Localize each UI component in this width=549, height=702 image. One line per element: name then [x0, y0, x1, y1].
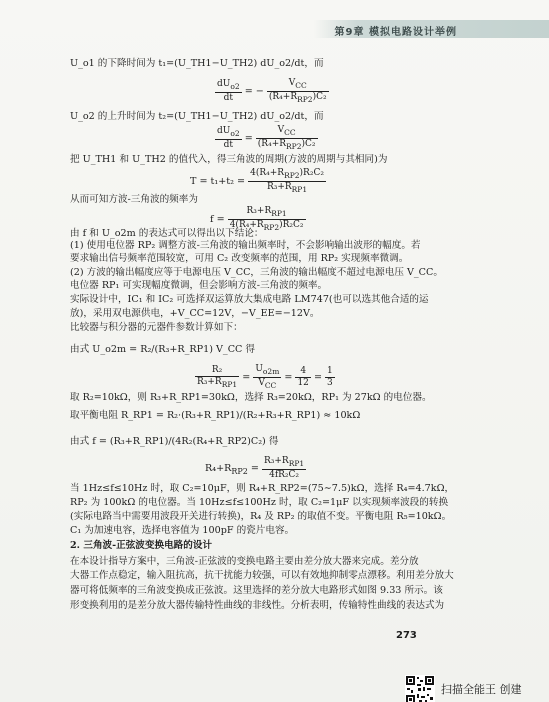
text-line: RP₂ 为 100kΩ 的电位器。当 10Hz≤f≤100Hz 时，取 C₂=1μF 以实现频率波段的转换 [70, 497, 449, 508]
text-line: 由 f 和 U_o2m 的表达式可以得出以下结论： [70, 228, 264, 239]
text-line: U_o1 的下降时间为 t₁=(U_TH1−U_TH2) dU_o2/dt，而 [70, 58, 324, 69]
text-line: 形变换利用的是差分放大器传输特性曲线的非线性。分析表明，传输特性曲线的表达式为 [70, 600, 445, 611]
text-line: (1) 使用电位器 RP₂ 调整方波-三角波的输出频率时，不会影响输出波形的幅度。若 [70, 240, 421, 251]
qr-code-icon [405, 675, 435, 702]
section-heading: 2. 三角波-正弦波变换电路的设计 [70, 540, 213, 551]
equation: f = $\frac{R_3+R_{RP1}}{4(R_4+R_{RP2})R_2C_2}$ [210, 206, 304, 232]
text-line: U_o2 的上升时间为 t₂=(U_TH1−U_TH2) dU_o2/dt，而 [70, 111, 324, 122]
text-line: 由式 U_o2m = R₂/(R₃+R_RP1) V_CC 得 [70, 344, 256, 355]
equation: $R_4+R_{RP2}$ = $\frac{R_3+R_{RP1}}{\text{4fR₂C₂}}$ [205, 456, 305, 480]
text-line: 电位器 RP₁ 可实现幅度微调，但会影响方波-三角波的频率。 [70, 280, 328, 291]
watermark-text: 扫描全能王 创建 [441, 683, 522, 696]
text-line: 取 R₂=10kΩ，则 R₃+R_RP1=30kΩ，选择 R₃=20kΩ，RP₁ 为 27kΩ 的电位器。 [70, 392, 432, 403]
text-line: 实际设计中，IC₁ 和 IC₂ 可选择双运算放大集成电路 LM747(也可以选其他合适的运 [70, 294, 429, 305]
text-line: 器可将低频率的三角波变换成正弦波。这里选择的差分放大电路形式如图 9.33 所示。该 [70, 585, 443, 596]
text-line: 在本设计指导方案中，三角波-正弦波的变换电路主要由差分放大器来完成。差分放 [70, 556, 419, 567]
equation: $\frac{dU_{o2}}{dt}$ = $\frac{V_{CC}}{(R_4+R_{RP2})C_2}$ [217, 125, 316, 151]
text-line: 从而可知方波-三角波的频率为 [70, 194, 198, 205]
text-line: (实际电路当中需要用波段开关进行转换)，R₄ 及 RP₂ 的取值不变。平衡电阻 R₅=10kΩ。 [70, 511, 452, 522]
text-line: 当 1Hz≤f≤10Hz 时，取 C₂=10μF，则 R₄+R_RP2=(75∼7.5)kΩ，选择 R₄=4.7kΩ， [70, 483, 455, 494]
text-line: 比较器与积分器的元器件参数计算如下： [70, 322, 243, 333]
text-line: C₁ 为加速电容，选择电容值为 100pF 的瓷片电容。 [70, 525, 295, 536]
page-number: 273 [396, 630, 417, 641]
text-line: 把 U_TH1 和 U_TH2 的值代入，得三角波的周期(方波的周期与其相同)为 [70, 154, 388, 165]
text-line: 取平衡电阻 R_RP1 = R₂·(R₃+R_RP1)/(R₂+R₃+R_RP1) ≈ 10kΩ [70, 410, 361, 421]
text-line: 要求输出信号频率范围较宽，可用 C₂ 改变频率的范围，用 RP₂ 实现频率微调。 [70, 253, 409, 264]
equation: T = t₁+t₂ = $\frac{4(R_4+R_{RP2})R_2C_2}{R_3+R_{RP1}}$ [190, 168, 324, 194]
chapter-header-band [314, 20, 549, 38]
text-line: (2) 方波的输出幅度应等于电源电压 V_CC，三角波的输出幅度不超过电源电压 V_CC。 [70, 267, 443, 278]
text-line: 由式 f = (R₃+R_RP1)/(4R₂(R₄+R_RP2)C₂) 得 [70, 436, 279, 447]
equation: $\frac{\text{R₂}}{R_3+R_{RP1}}$ = $\frac{U_{o2m}}{V_{CC}}$ = $\frac{4}{12}$ = $\frac{1}{3}$ [197, 364, 333, 390]
chapter-header: 第9章 模拟电路设计举例 [334, 27, 457, 38]
text-line: 大器工作点稳定，输入阻抗高，抗干扰能力较强，可以有效地抑制零点漂移。利用差分放大 [70, 570, 454, 581]
text-line: 放)，采用双电源供电，+V_CC=12V，−V_EE=−12V。 [70, 308, 320, 319]
equation: $\frac{dU_{o2}}{dt}$ = − $\frac{V_{CC}}{(R_4+R_{RP2})C_2}$ [217, 78, 327, 104]
